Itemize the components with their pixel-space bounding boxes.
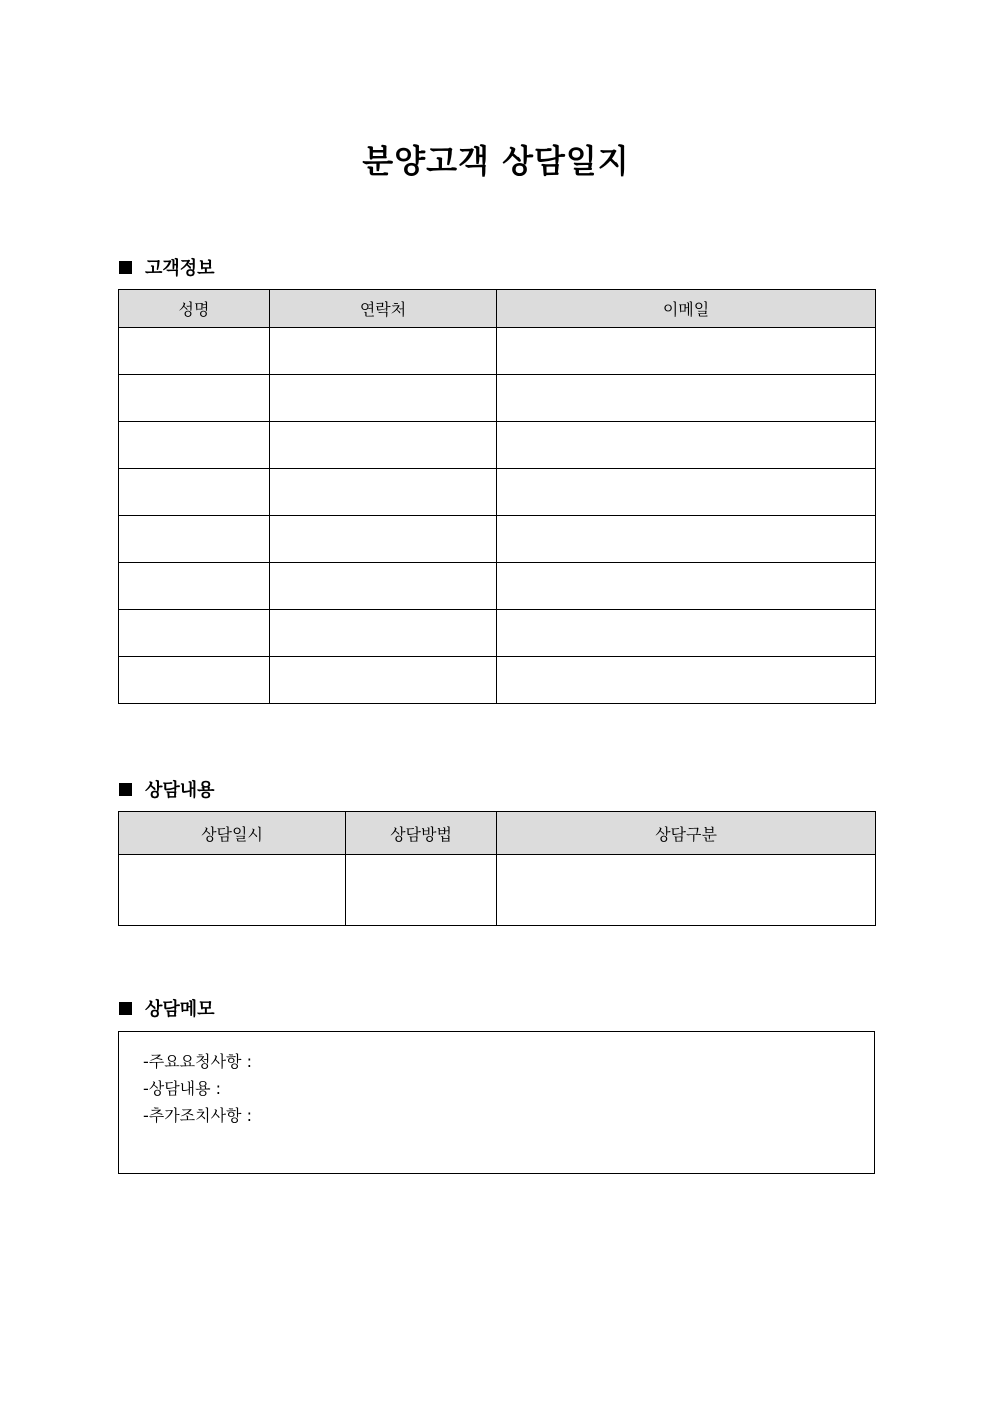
contact-cell[interactable]	[270, 328, 497, 375]
contact-cell[interactable]	[270, 657, 497, 704]
document-title: 분양고객 상담일지	[362, 142, 630, 180]
memo-heading-label: 상담메모	[145, 999, 215, 1020]
table-row	[119, 563, 876, 610]
email-cell[interactable]	[497, 375, 876, 422]
name-cell[interactable]	[119, 375, 270, 422]
name-cell[interactable]	[119, 328, 270, 375]
name-cell[interactable]	[119, 657, 270, 704]
column-header-consult-type: 상담구분	[497, 812, 876, 855]
square-bullet-icon	[119, 783, 132, 796]
table-row	[119, 328, 876, 375]
square-bullet-icon	[119, 1002, 132, 1015]
name-cell[interactable]	[119, 563, 270, 610]
consult-method-cell[interactable]	[346, 855, 497, 926]
consultation-header-row	[119, 812, 876, 855]
email-cell[interactable]	[497, 516, 876, 563]
memo-box[interactable]	[118, 1031, 875, 1174]
table-row	[119, 657, 876, 704]
table-row	[119, 469, 876, 516]
consultation-table	[118, 811, 876, 926]
table-row	[119, 422, 876, 469]
table-row	[119, 375, 876, 422]
name-cell[interactable]	[119, 422, 270, 469]
email-cell[interactable]	[497, 469, 876, 516]
name-cell[interactable]	[119, 469, 270, 516]
contact-cell[interactable]	[270, 516, 497, 563]
consultation-heading	[119, 776, 215, 802]
memo-line-requests: -주요요청사항 :	[143, 1052, 252, 1071]
memo-line-actions: -추가조치사항 :	[143, 1106, 252, 1125]
memo-line-content: -상담내용 :	[143, 1079, 222, 1098]
column-header-consult-method: 상담방법	[346, 812, 497, 855]
table-row	[119, 610, 876, 657]
customer-info-table	[118, 289, 876, 704]
column-header-consult-datetime: 상담일시	[119, 812, 346, 855]
consult-type-cell[interactable]	[497, 855, 876, 926]
email-cell[interactable]	[497, 328, 876, 375]
email-cell[interactable]	[497, 610, 876, 657]
consultation-heading-label: 상담내용	[145, 780, 215, 801]
customer-info-heading-label: 고객정보	[145, 258, 215, 279]
square-bullet-icon	[119, 261, 132, 274]
memo-heading	[119, 995, 215, 1021]
email-cell[interactable]	[497, 422, 876, 469]
column-header-name: 성명	[119, 290, 270, 328]
name-cell[interactable]	[119, 516, 270, 563]
email-cell[interactable]	[497, 657, 876, 704]
contact-cell[interactable]	[270, 422, 497, 469]
contact-cell[interactable]	[270, 563, 497, 610]
table-row	[119, 516, 876, 563]
customer-info-header-row	[119, 290, 876, 328]
contact-cell[interactable]	[270, 375, 497, 422]
column-header-contact: 연락처	[270, 290, 497, 328]
customer-info-heading	[119, 254, 215, 280]
contact-cell[interactable]	[270, 469, 497, 516]
contact-cell[interactable]	[270, 610, 497, 657]
consult-datetime-cell[interactable]	[119, 855, 346, 926]
name-cell[interactable]	[119, 610, 270, 657]
email-cell[interactable]	[497, 563, 876, 610]
table-row	[119, 855, 876, 926]
column-header-email: 이메일	[497, 290, 876, 328]
